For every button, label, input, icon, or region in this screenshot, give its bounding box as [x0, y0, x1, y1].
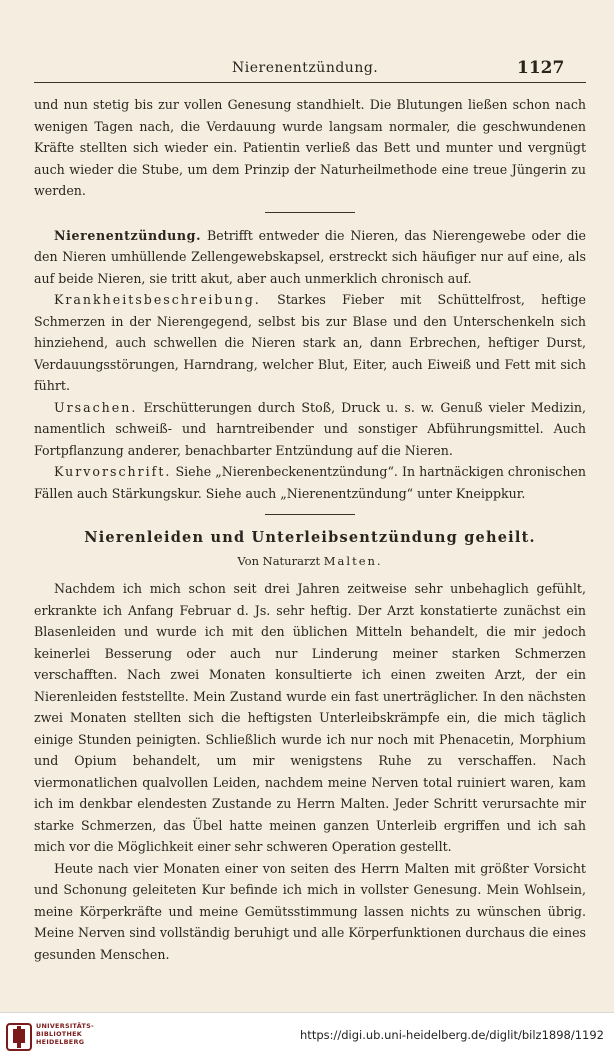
article-title: Nierenleiden und Unterleibsentzündung geheilt. [84, 529, 536, 546]
header-rule [34, 82, 586, 83]
paragraph-ursachen [34, 397, 586, 462]
paragraph-krankheitsbeschreibung [34, 289, 586, 397]
subhead-kurvorschrift: Kurvorschrift. [54, 464, 172, 479]
section-divider [265, 212, 355, 213]
text-krankheitsbeschreibung: Starkes Fieber mit Schüttelfrost, heftige Schmerzen in der Nierengegend, selbst bis zur Blase und den Unterschenkeln sich hinziehend, auch schwellen die Nieren stark an, dann Erbrechen, heftiger Durst, Verdauungsstörungen, Harndrang, welcher Blut, Eiter, auch Eiweiß und Fett mit sich führt. [34, 292, 586, 393]
permalink[interactable]: https://digi.ub.uni-heidelberg.de/diglit/bilz1898/1192 [300, 1028, 604, 1042]
paragraph-testimony: Nachdem ich mich schon seit drei Jahren zeitweise sehr unbehaglich gefühlt, erkrankte ich Anfang Februar d. Js. sehr heftig. Der Arzt konstatierte zunächst ein Blasenleiden und wurde ich mit den üblichen Mitteln behandelt, die mir jedoch keinerlei Besserung oder auch nur Linderung meiner starken Schmerzen verschafften. Nach zwei Monaten konsultierte ich einen zweiten Arzt, der ein Nierenleiden feststellte. Mein Zustand wurde ein fast unerträglicher. In den nächsten zwei Monaten stellten sich die heftigsten Unterleibskrämpfe ein, die mich täglich einige Stunden peinigten. Schließlich wurde ich nur noch mit Phenacetin, Morphium und Opium behandelt, um mir wenigstens Ruhe zu verschaffen. Nach viermonatlichen qualvollen Leiden, nachdem meine Nerven total ruiniert waren, kam ich im denkbar elendesten Zustande zu Herrn Malten. Jeder Schritt verursachte mir starke Schmerzen, das Übel hatte meinen ganzen Unterleib ergriffen und ich sah mich vor die Möglichkeit einer sehr schweren Operation gestellt. [34, 581, 586, 854]
viewer-footer [0, 1012, 614, 1058]
page-number: 1127 [517, 58, 565, 78]
library-logo[interactable] [6, 1021, 116, 1053]
subhead-krankheitsbeschreibung: Krankheitsbeschreibung. [54, 292, 261, 307]
page-body [34, 94, 586, 965]
section-heading: Nierenentzündung. [54, 227, 202, 243]
section-nierenentzuendung [34, 225, 586, 290]
subhead-ursachen: Ursachen. [54, 399, 138, 415]
text-ursachen: Erschütterungen durch Stoß, Druck u. s. w. Genuß vieler Medizin, namentlich schweiß- und harntreibender und sonstiger Abführungsmittel. Auch Fortpflanzung anderer, benachbarter Entzündung auf die Nieren. [34, 399, 586, 458]
text-kurvorschrift: Siehe „Nierenbeckenentzündung“. In hartnäckigen chronischen Fällen auch Stärkungskur. Siehe auch „Nierenentzündung“ unter Kneippkur. [34, 464, 586, 501]
section-divider [265, 514, 355, 515]
byline-prefix: Von Naturarzt [237, 553, 324, 568]
paragraph-kurvorschrift [34, 461, 586, 504]
running-header [0, 58, 614, 82]
paragraph-testimony-end: Heute nach vier Monaten einer von seiten des Herrn Malten mit größter Vorsicht und Schonung geleiteten Kur befinde ich mich in vollster Genesung. Mein Wohlsein, meine Körperkräfte und meine Gemütsstimmung lassen nichts zu wünschen übrig. Meine Nerven sind vollständig beruhigt und alle Körperfunktionen durchaus die eines gesunden Menschen. [34, 860, 586, 962]
section-text: Betrifft entweder die Nieren, das Nierengewebe oder die den Nieren umhüllende Zellengewebskapsel, erstreckt sich häufiger nur auf eine, als auf beide Nieren, sie tritt akut, aber auch unmerklich chronisch auf. [34, 227, 586, 286]
seal-icon [6, 1023, 32, 1051]
logo-text: UNIVERSITÄTS- BIBLIOTHEK HEIDELBERG [36, 1022, 94, 1046]
running-title: Nierenentzündung. [232, 60, 379, 76]
byline-author: Malten. [323, 553, 383, 568]
paragraph-continuation: und nun stetig bis zur vollen Genesung standhielt. Die Blutungen ließen schon nach wenigen Tagen nach, die Verdauung wurde langsam normaler, die geschwundenen Kräfte stellten sich wieder ein. Patientin verließ das Bett und munter und vergnügt auch wieder die Stube, um dem Prinzip der Naturheilmethode eine treue Jüngerin zu werden. [34, 97, 586, 198]
byline [34, 551, 586, 573]
